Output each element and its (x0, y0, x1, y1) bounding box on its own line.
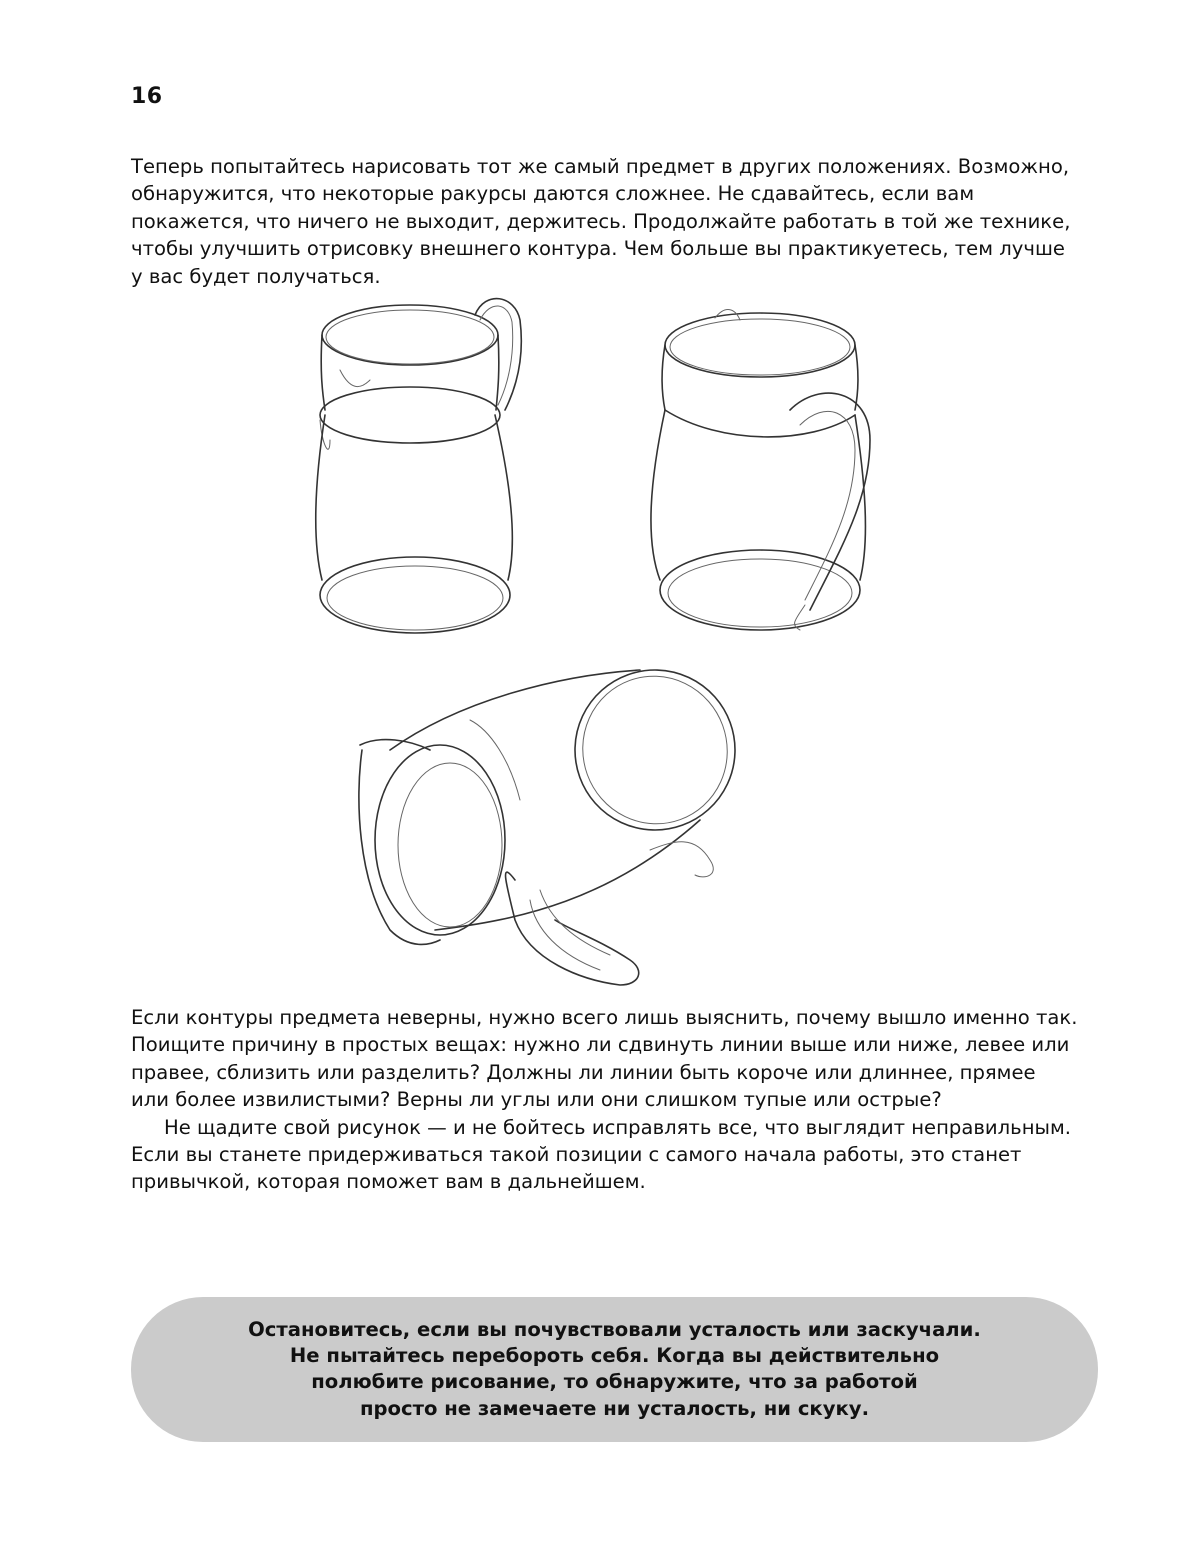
outro-paragraph (131, 1004, 1096, 1196)
outro-line: Если вы станете придерживаться такой позиции с самого начала работы, это станет (131, 1143, 1022, 1167)
pitcher-sketch-upright-left (316, 299, 521, 633)
callout-line: полюбите рисование, то обнаружите, что за работой (311, 1370, 918, 1394)
outro-line: привычкой, которая поможет вам в дальнейшем. (131, 1170, 646, 1194)
pitcher-sketch-lying-down (359, 647, 758, 985)
outro-line: Если контуры предмета неверны, нужно всего лишь выяснить, почему вышло именно так. (131, 1006, 1078, 1029)
tip-callout-text (131, 1317, 1098, 1422)
intro-line: обнаружится, что некоторые ракурсы даются сложнее. Не сдавайтесь, если вам (131, 182, 975, 206)
pitcher-sketch-upright-right (651, 310, 870, 630)
callout-line: Не пытайтесь перебороть себя. Когда вы действительно (289, 1344, 940, 1368)
callout-line: Остановитесь, если вы почувствовали усталость или заскучали. (248, 1318, 981, 1341)
page-number: 16 (131, 84, 163, 109)
tip-callout-box (131, 1297, 1098, 1442)
outro-line: или более извилистыми? Верны ли углы или они слишком тупые или острые? (131, 1088, 942, 1112)
outro-line: Поищите причину в простых вещах: нужно ли сдвинуть линии выше или ниже, левее или (131, 1033, 1070, 1057)
callout-line: просто не замечаете ни усталость, ни скуку. (359, 1396, 870, 1420)
outro-line: правее, сблизить или разделить? Должны ли линии быть короче или длиннее, прямее (131, 1060, 1036, 1084)
intro-line: покажется, что ничего не выходит, держитесь. Продолжайте работать в той же технике, (131, 209, 1071, 233)
intro-line: у вас будет получаться. (131, 264, 381, 288)
intro-line: чтобы улучшить отрисовку внешнего контура. Чем больше вы практикуетесь, тем лучше (131, 237, 1065, 261)
intro-line: Теперь попытайтесь нарисовать тот же самый предмет в других положениях. Возможно, (131, 155, 1070, 178)
outro-line: Не щадите свой рисунок — и не бойтесь исправлять все, что выглядит неправильным. (164, 1115, 1071, 1139)
pitcher-sketches-illustration (300, 280, 900, 990)
intro-paragraph (131, 153, 1096, 290)
